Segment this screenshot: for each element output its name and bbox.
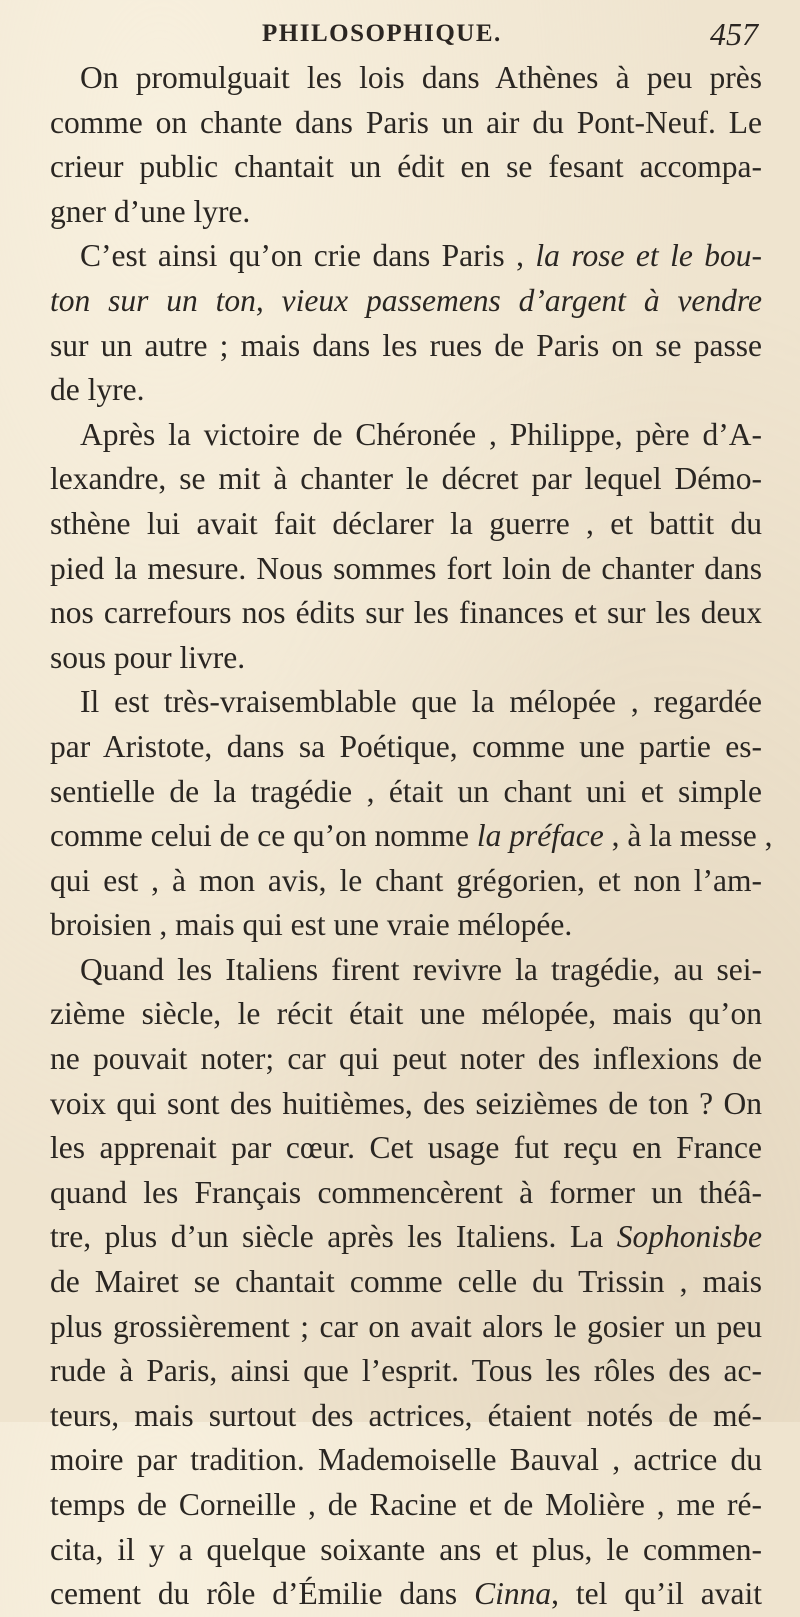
text-segment: plus grossièrement ; car on avait alors le gosier un peu bbox=[50, 1308, 762, 1344]
text-line bbox=[50, 1305, 762, 1350]
text-segment: tre, plus d’un siècle après les Italiens. La bbox=[50, 1219, 617, 1255]
text-segment: , tel qu’il avait bbox=[551, 1576, 762, 1612]
text-segment: moire par tradition. Mademoiselle Bauval , actrice du bbox=[50, 1442, 762, 1478]
text-segment: la rose et le bou- bbox=[535, 238, 762, 274]
text-line bbox=[50, 591, 762, 636]
text-line bbox=[50, 948, 762, 993]
page-number: 457 bbox=[710, 16, 758, 52]
text-line bbox=[50, 101, 762, 146]
text-line bbox=[50, 1260, 762, 1305]
text-line bbox=[50, 56, 762, 101]
text-segment: quand les Français commencèrent à former un théâ- bbox=[50, 1174, 762, 1210]
text-line bbox=[50, 1037, 762, 1082]
text-line bbox=[50, 1082, 762, 1127]
running-title: PHILOSOPHIQUE. bbox=[262, 20, 502, 47]
text-segment: Quand les Italiens firent revivre la tragédie, au sei- bbox=[80, 951, 762, 987]
text-line bbox=[50, 324, 762, 369]
text-line bbox=[50, 1215, 762, 1260]
text-line bbox=[50, 279, 762, 324]
body-text bbox=[50, 56, 773, 1617]
text-line bbox=[50, 814, 773, 859]
text-line bbox=[50, 1572, 762, 1617]
text-line bbox=[50, 680, 762, 725]
text-line bbox=[50, 1528, 762, 1573]
text-segment: Après la victoire de Chéronée , Philippe, père d’A- bbox=[80, 416, 762, 452]
text-segment: zième siècle, le récit était une mélopée, mais qu’on bbox=[50, 996, 762, 1032]
text-line bbox=[50, 903, 762, 948]
text-segment: nos carrefours nos édits sur les finances et sur les deux bbox=[50, 595, 762, 631]
text-line bbox=[50, 1349, 762, 1394]
text-segment: comme on chante dans Paris un air du Pont-Neuf. Le bbox=[50, 104, 762, 140]
text-line bbox=[50, 368, 762, 413]
text-segment: rude à Paris, ainsi que l’esprit. Tous les rôles des ac- bbox=[50, 1353, 762, 1389]
text-line bbox=[50, 1126, 762, 1171]
text-segment: sur un autre ; mais dans les rues de Paris on se passe bbox=[50, 327, 762, 363]
text-segment: C’est ainsi qu’on crie dans Paris , bbox=[80, 238, 536, 274]
text-line bbox=[50, 145, 762, 190]
text-segment: temps de Corneille , de Racine et de Molière , me ré- bbox=[50, 1487, 762, 1522]
running-head bbox=[0, 6, 800, 56]
text-segment: sentielle de la tragédie , était un chant uni et simple bbox=[50, 773, 762, 809]
text-segment: les apprenait par cœur. Cet usage fut reçu en France bbox=[50, 1130, 762, 1166]
text-segment: de Mairet se chantait comme celle du Trissin , mais bbox=[50, 1264, 762, 1300]
text-line bbox=[50, 457, 762, 502]
text-line bbox=[50, 413, 762, 458]
text-segment: Cinna bbox=[474, 1576, 552, 1612]
text-segment: ne pouvait noter; car qui peut noter des inflexions de bbox=[50, 1041, 762, 1077]
text-segment: teurs, mais surtout des actrices, étaient notés de mé- bbox=[50, 1397, 762, 1433]
text-segment: lexandre, se mit à chanter le décret par lequel Démo- bbox=[50, 461, 762, 497]
text-line bbox=[50, 725, 762, 770]
text-line bbox=[50, 502, 762, 547]
text-segment: sous pour livre. bbox=[50, 639, 246, 675]
text-line bbox=[50, 1171, 762, 1216]
text-line bbox=[50, 1394, 762, 1439]
text-segment: par Aristote, dans sa Poétique, comme une partie es- bbox=[50, 728, 762, 764]
text-segment: , à la messe , bbox=[603, 818, 773, 854]
text-segment: On promulguait les lois dans Athènes à peu près bbox=[80, 60, 762, 95]
text-segment: ton sur un ton, vieux passemens d’argent à vendre bbox=[50, 282, 762, 318]
text-segment: voix qui sont des huitièmes, des seizièmes de ton ? On bbox=[50, 1085, 762, 1121]
text-line bbox=[50, 859, 762, 904]
text-line bbox=[50, 1438, 762, 1483]
text-segment: qui est , à mon avis, le chant grégorien, et non l’am- bbox=[50, 862, 762, 898]
text-segment: la préface bbox=[476, 818, 604, 854]
text-segment: gner d’une lyre. bbox=[50, 193, 251, 229]
text-segment: pied la mesure. Nous sommes fort loin de chanter dans bbox=[50, 550, 762, 586]
text-segment: cement du rôle d’Émilie dans bbox=[50, 1576, 475, 1612]
text-segment: crieur public chantait un édit en se fesant accompa- bbox=[50, 149, 762, 185]
text-line bbox=[50, 1483, 762, 1528]
text-line bbox=[50, 190, 762, 235]
text-line bbox=[50, 992, 762, 1037]
text-segment: de lyre. bbox=[50, 372, 145, 408]
text-segment: Il est très-vraisemblable que la mélopée , regardée bbox=[80, 684, 762, 720]
text-line bbox=[50, 770, 762, 815]
text-line bbox=[50, 636, 762, 681]
text-segment: broisien , mais qui est une vraie mélopée. bbox=[50, 907, 573, 943]
text-segment: sthène lui avait fait déclarer la guerre , et battit du bbox=[50, 505, 762, 541]
text-segment: Sophonisbe bbox=[616, 1219, 762, 1255]
text-line bbox=[50, 234, 762, 279]
text-segment: cita, il y a quelque soixante ans et plus, le commen- bbox=[50, 1531, 762, 1567]
text-line bbox=[50, 547, 762, 592]
text-segment: comme celui de ce qu’on nomme bbox=[50, 818, 477, 854]
